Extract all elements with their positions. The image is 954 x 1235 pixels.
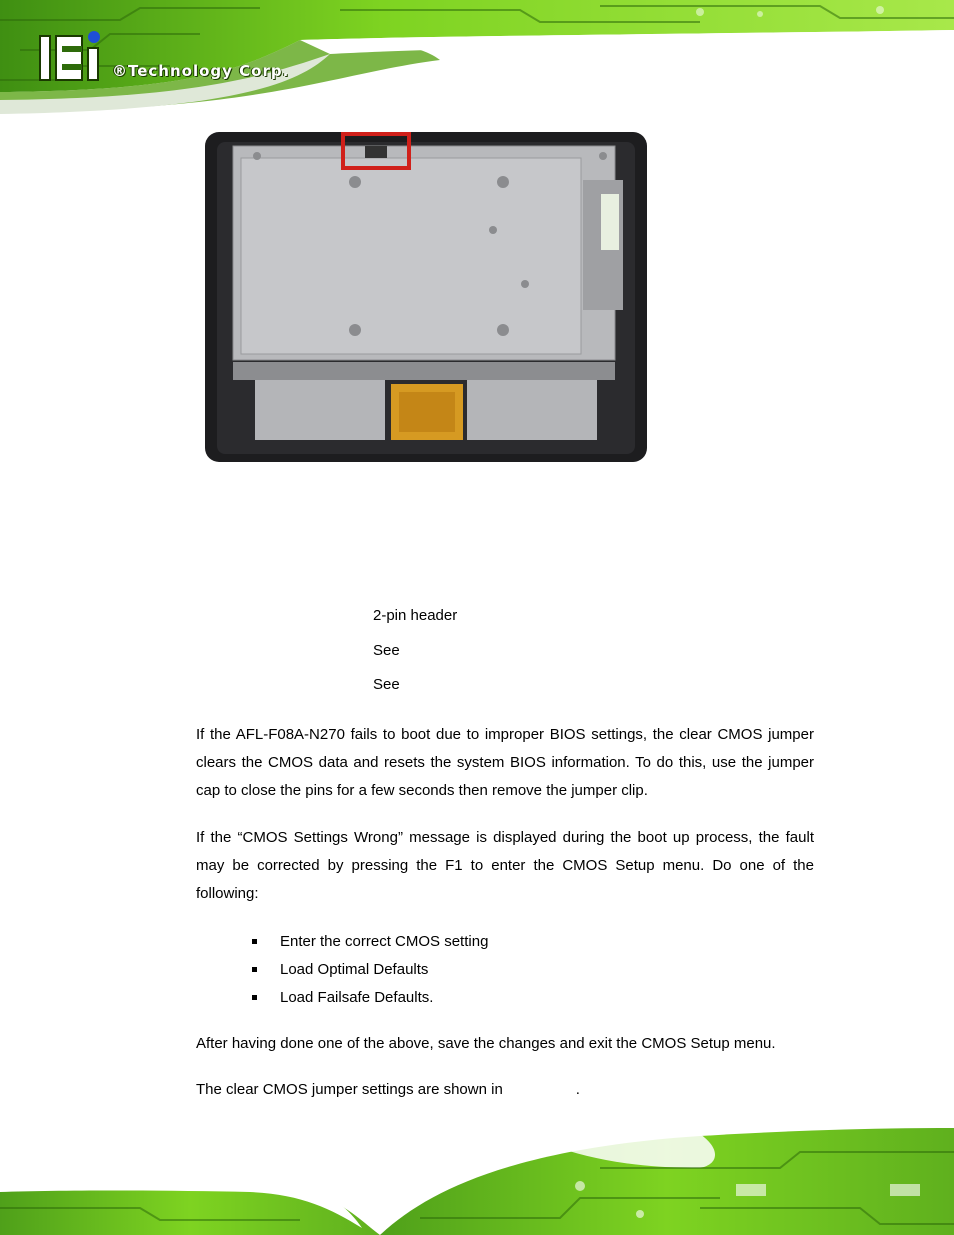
product-rear-photo	[205, 130, 647, 462]
bullet-square-icon	[252, 939, 257, 944]
jumper-type-value: 2-pin header	[373, 607, 458, 624]
brand-name: ®Technology Corp.	[112, 62, 290, 80]
jumper-location-reference: See	[373, 676, 400, 693]
footer-banner	[0, 1128, 954, 1235]
circuit-board-footer-graphic	[0, 1128, 954, 1235]
jumper-settings-reference: See	[373, 642, 400, 659]
list-item: Load Failsafe Defaults.	[252, 984, 488, 1012]
paragraph-save-and-exit: After having done one of the above, save the changes and exit the CMOS Setup menu.	[196, 1035, 776, 1052]
paragraph-cmos-settings-wrong: If the “CMOS Settings Wrong” message is displayed during the boot up process, the fault may be corrected by pressing the F1 to enter the CMOS Setup menu. Do one of the following:	[196, 829, 814, 902]
bullet-square-icon	[252, 967, 257, 972]
list-item: Enter the correct CMOS setting	[252, 928, 488, 956]
option-list	[252, 928, 488, 1012]
header-banner	[0, 0, 954, 118]
paragraph-clear-cmos-purpose: If the AFL-F08A-N270 fails to boot due to improper BIOS settings, the clear CMOS jumper clears the CMOS data and resets the system BIOS information. To do this, use the jumper cap to close the pins for a few seconds then remove the jumper clip.	[196, 726, 814, 799]
paragraph-settings-table-reference: The clear CMOS jumper settings are shown in .	[196, 1081, 580, 1098]
bullet-square-icon	[252, 995, 257, 1000]
list-item: Load Optimal Defaults	[252, 956, 488, 984]
